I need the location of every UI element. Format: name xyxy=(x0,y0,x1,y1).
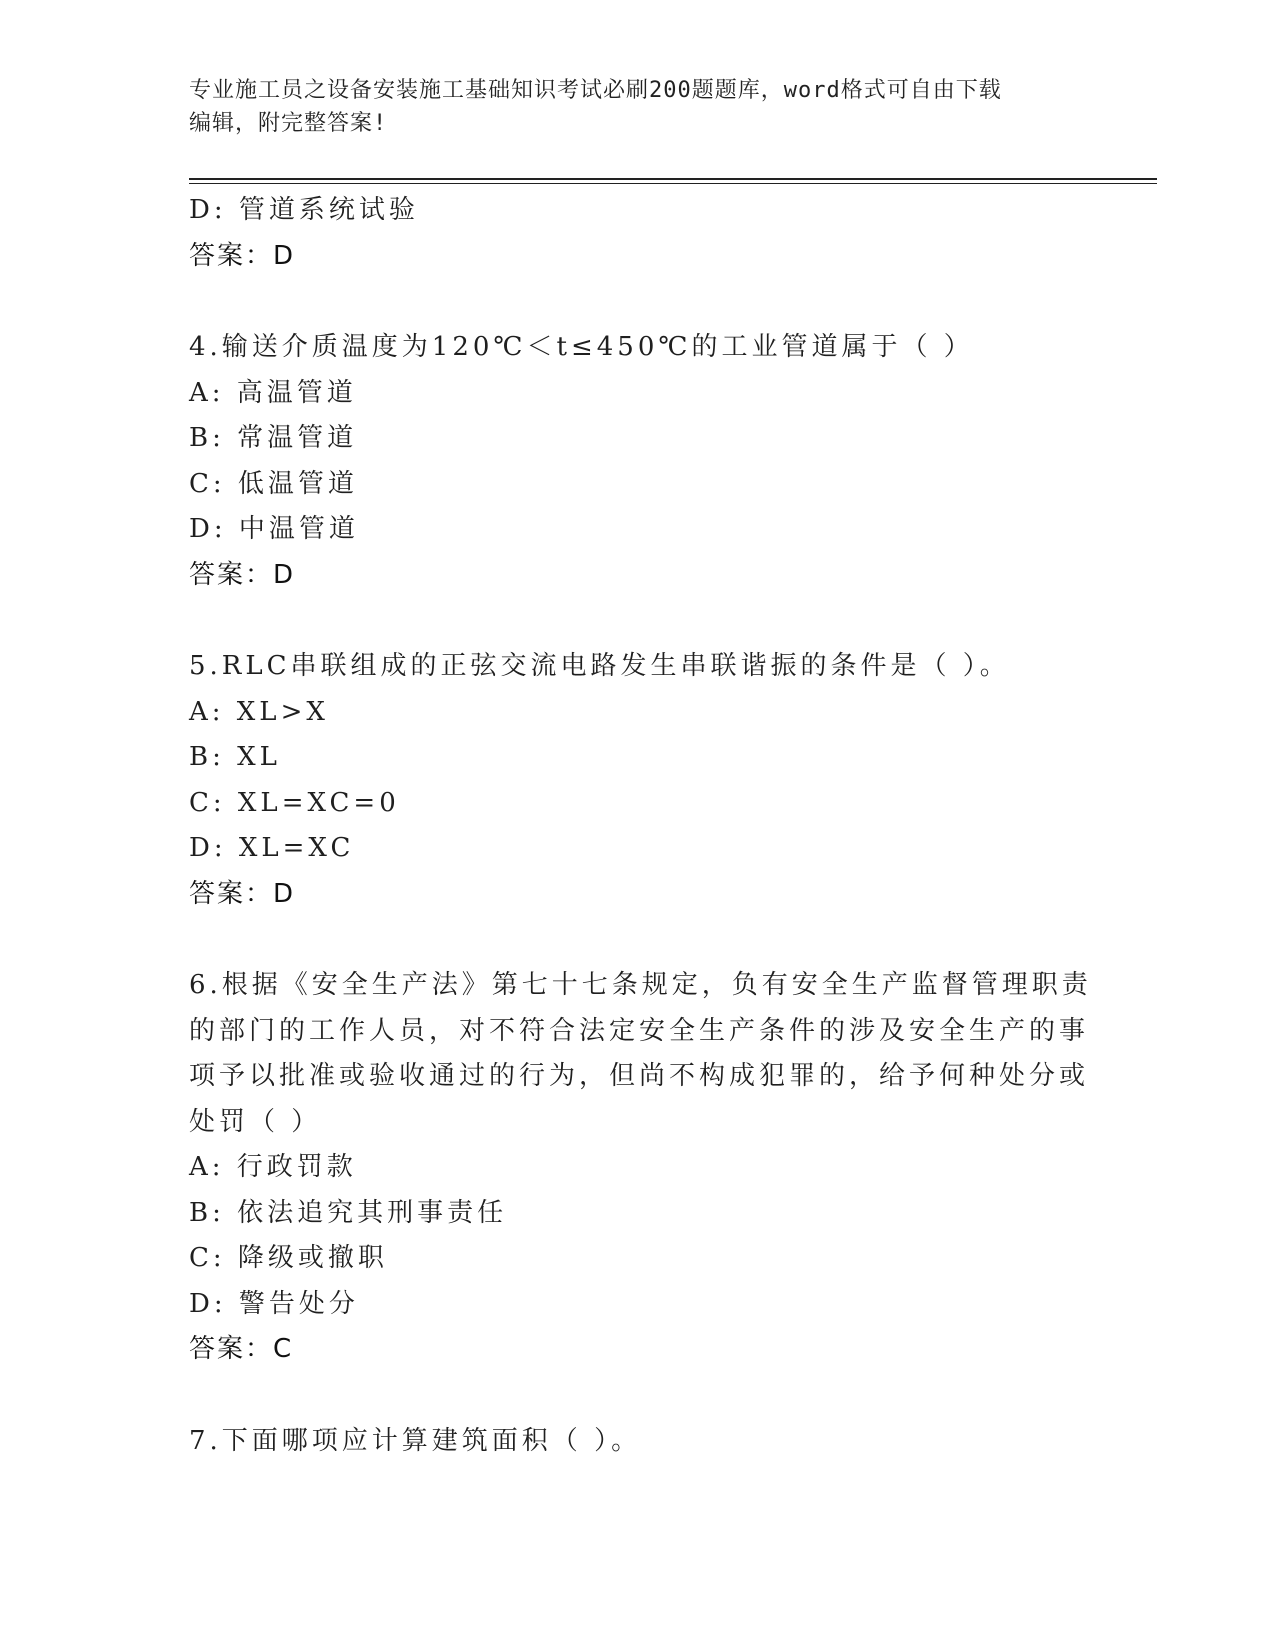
option-b: B: 常温管道 xyxy=(189,423,358,453)
answer-line: 答案：C xyxy=(189,1334,294,1364)
header-title-line-1: 专业施工员之设备安装施工基础知识考试必刷200题题库，word格式可自由下载 xyxy=(189,78,1002,103)
document-header xyxy=(189,74,1089,140)
header-divider-thin xyxy=(189,183,1157,184)
question-stem: 7.下面哪项应计算建筑面积（ ）。 xyxy=(189,1425,642,1456)
option-d: D: 警告处分 xyxy=(189,1288,359,1319)
question-stem: 4.输送介质温度为120℃＜t≤450℃的工业管道属于（ ） xyxy=(189,332,974,362)
question-4 xyxy=(189,325,1089,598)
question-list xyxy=(189,188,1092,1464)
question-7 xyxy=(189,1419,1089,1465)
option-d: D: 中温管道 xyxy=(189,514,359,544)
header-title-line-2: 编辑，附完整答案! xyxy=(189,111,388,136)
option-d: D: XL=XC xyxy=(189,833,355,863)
question-stem-line-2: 的部门的工作人员，对不符合法定安全生产条件的涉及安全生产的事 xyxy=(189,1015,1090,1046)
option-a: A: 高温管道 xyxy=(189,377,357,408)
option-a: A: 行政罚款 xyxy=(189,1152,357,1182)
option-a: A: XL>X xyxy=(189,696,329,727)
question-3-fragment xyxy=(189,188,1089,279)
question-stem-line-3: 项予以批准或验收通过的行为，但尚不构成犯罪的，给予何种处分或 xyxy=(189,1061,1090,1091)
question-stem-line-4: 处罚（ ） xyxy=(189,1106,322,1137)
question-5 xyxy=(189,644,1089,917)
answer-line: 答案：D xyxy=(189,559,296,590)
option-c: C: 低温管道 xyxy=(189,468,358,499)
option-b: B: XL xyxy=(189,742,281,772)
answer-line: 答案：D xyxy=(189,240,296,271)
option-d: D: 管道系统试验 xyxy=(189,195,419,225)
question-6 xyxy=(189,963,1092,1373)
answer-line: 答案：D xyxy=(189,878,296,909)
question-stem-line-1: 6.根据《安全生产法》第七十七条规定，负有安全生产监督管理职责 xyxy=(189,970,1092,1000)
option-b: B: 依法追究其刑事责任 xyxy=(189,1197,508,1228)
header-divider-thick xyxy=(189,178,1157,180)
option-c: C: 降级或撤职 xyxy=(189,1243,388,1273)
option-c: C: XL=XC=0 xyxy=(189,787,400,818)
question-stem: 5.RLC串联组成的正弦交流电路发生串联谐振的条件是（ ）。 xyxy=(189,651,1010,681)
